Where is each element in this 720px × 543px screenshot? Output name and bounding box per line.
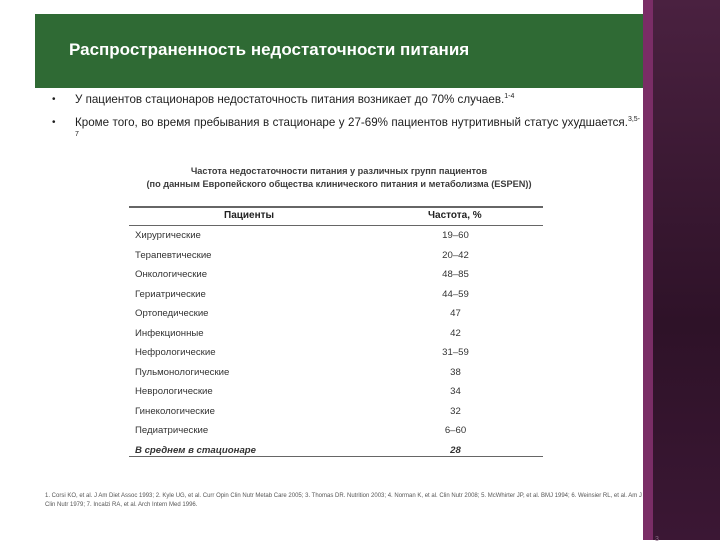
column-header-frequency: Частота, % <box>428 210 482 221</box>
cell-patient-group: Гериатрические <box>135 288 206 300</box>
bullet-item <box>52 115 640 145</box>
table-row <box>129 226 543 246</box>
bullet-item <box>52 92 640 107</box>
slide-title: Распространенность недостаточности питания <box>69 40 470 59</box>
cell-frequency: 31–59 <box>442 347 469 358</box>
table-row <box>129 265 543 285</box>
cell-frequency: 38 <box>450 366 461 378</box>
table-row <box>129 421 543 441</box>
table-row <box>129 382 543 402</box>
cell-patient-group: В среднем в стационаре <box>135 444 256 456</box>
table-row <box>129 402 543 422</box>
cell-frequency: 32 <box>450 405 461 417</box>
cell-frequency: 42 <box>450 327 461 339</box>
cell-frequency: 20–42 <box>442 249 469 261</box>
bullet-text: У пациентов стационаров недостаточность питания возникает до 70% случаев. <box>75 93 505 106</box>
cell-frequency: 44–59 <box>442 288 469 300</box>
table-total-row <box>129 441 543 461</box>
cell-patient-group: Гинекологические <box>135 405 216 417</box>
cell-patient-group: Ортопедические <box>135 308 209 319</box>
cell-frequency: 47 <box>450 308 461 319</box>
bullet-ref: 3,5-7 <box>75 116 640 139</box>
cell-patient-group: Хирургические <box>135 230 201 241</box>
table-subtitle-line: (по данным Европейского общества клинического питания и метаболизма (ESPEN)) <box>146 179 532 189</box>
table-row <box>129 285 543 305</box>
cell-patient-group: Педиатрические <box>135 425 209 436</box>
cell-frequency: 48–85 <box>442 269 469 280</box>
cell-patient-group: Инфекционные <box>135 327 204 339</box>
cell-frequency: 19–60 <box>442 230 469 241</box>
table-row <box>129 304 543 324</box>
table-header <box>129 207 543 225</box>
side-decoration-panel <box>643 0 720 540</box>
page-number: 3 <box>655 536 659 543</box>
table-row <box>129 246 543 266</box>
cell-patient-group: Неврологические <box>135 386 213 397</box>
references: 1. Corsi KO, et al. J Am Diet Assoc 1993; 2. Kyle UG, et al. Curr Opin Clin Nutr Metab Care 2005; 3. Thomas DR. Nutrition 2003; 4. Norman K, et al. Clin Nutr 2008; 5. McWhirter JP, et al. BMJ 1994; 6. Weinsier RL, et al. Am J Clin Nutr 1979; 7. Incalzi RA, et al. Arch Intern Med 1996. <box>45 493 642 508</box>
bullet-text: Кроме того, во время пребывания в стационаре у 27-69% пациентов нутритивный статус ухудшается. <box>75 116 628 129</box>
table-title <box>130 165 548 191</box>
side-gradient <box>653 0 720 540</box>
cell-frequency: 6–60 <box>444 425 467 436</box>
cell-patient-group: Пульмонологические <box>135 366 230 378</box>
cell-patient-group: Нефрологические <box>135 347 216 358</box>
cell-patient-group: Терапевтические <box>135 249 212 261</box>
cell-patient-group: Онкологические <box>135 269 208 280</box>
table-row <box>129 363 543 383</box>
slide <box>35 14 659 543</box>
table-body <box>129 226 543 460</box>
table-bottom-rule <box>129 456 543 457</box>
table-row <box>129 343 543 363</box>
cell-frequency: 34 <box>450 386 461 397</box>
bullet-dot-icon: • <box>52 94 56 105</box>
slide-header <box>35 14 643 88</box>
cell-frequency: 28 <box>450 444 461 456</box>
bullet-ref: 1-4 <box>504 93 515 101</box>
table-title-line: Частота недостаточности питания у различных групп пациентов <box>190 166 488 176</box>
table-row <box>129 324 543 344</box>
column-header-patients: Пациенты <box>224 210 275 221</box>
bullet-dot-icon: • <box>52 117 56 128</box>
side-accent-bar <box>643 0 653 540</box>
